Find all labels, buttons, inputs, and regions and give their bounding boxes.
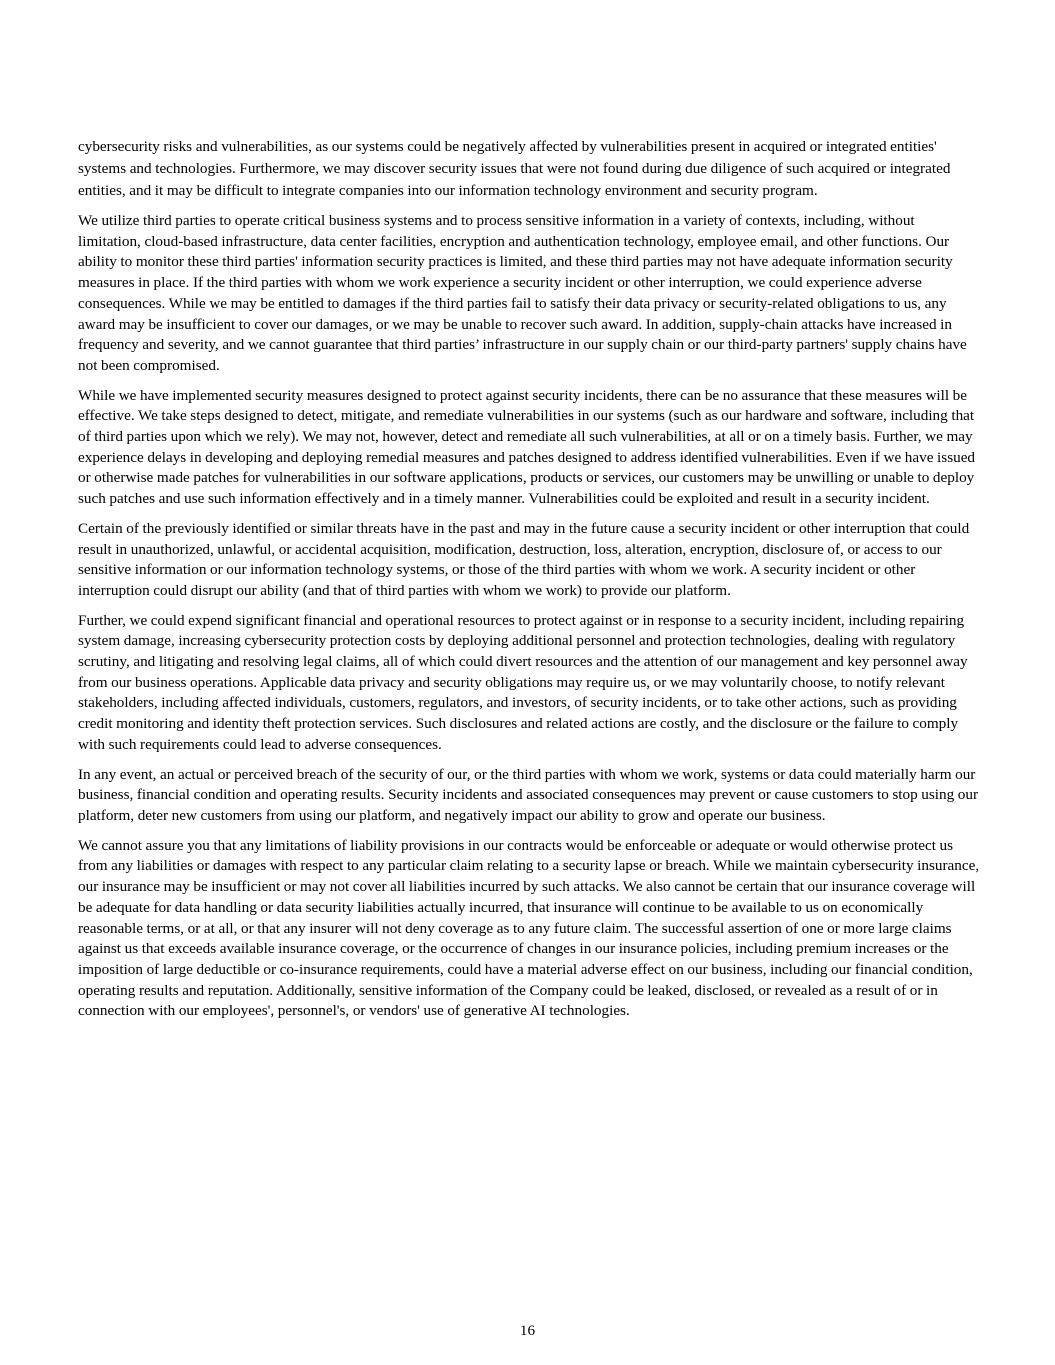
- paragraph-security-measures: While we have implemented security measures designed to protect against security incidents, there can be no assurance that these measures will be effective. We take steps designed to detect, mitigate, and remediate vulnerabilities in our systems (such as our hardware and software, including that of third parties upon which we rely). We may not, however, detect and remediate all such vulnerabilities, at all or on a timely basis. Further, we may experience delays in developing and deploying remedial measures and patches designed to address identified vulnerabilities. Even if we have issued or otherwise made patches for vulnerabilities in our software applications, products or services, our customers may be unwilling or unable to deploy such patches and use such information effectively and in a timely manner. Vulnerabilities could be exploited and result in a security incident.: [78, 386, 976, 508]
- paragraph-breach-impact: In any event, an actual or perceived breach of the security of our, or the third parties with whom we work, systems or data could materially harm our business, financial condition and operating results. Security incidents and associated consequences may prevent or cause customers to stop using our platform, deter new customers from using our platform, and negatively impact our ability to grow and operate our business.: [78, 765, 979, 824]
- page-number: 16: [519, 1322, 536, 1339]
- document-body: [78, 136, 980, 1031]
- paragraph-incident-response-costs: Further, we could expend significant financial and operational resources to protect against or in response to a security incident, including repairing system damage, increasing cybersecurity protection costs by deploying additional personnel and protection technologies, dealing with regulatory scrutiny, and litigating and resolving legal claims, all of which could divert resources and the attention of our management and key personnel away from our business operations. Applicable data privacy and security obligations may require us, or we may voluntarily choose, to notify relevant stakeholders, including affected individuals, customers, regulators, and investors, of security incidents, or to take other actions, such as providing credit monitoring and identity theft protection services. Such disclosures and related actions are costly, and the disclosure or the failure to comply with such requirements could lead to adverse consequences.: [78, 611, 968, 753]
- paragraph-acquisition-risks: cybersecurity risks and vulnerabilities, as our systems could be negatively affected by vulnerabilities present in acquired or integrated entities' systems and technologies. Furthermore, we may discover security issues that were not found during due diligence of such acquired or integrated entities, and it may be difficult to integrate companies into our information technology environment and security program.: [78, 138, 951, 199]
- paragraph-previous-threats: Certain of the previously identified or similar threats have in the past and may in the future cause a security incident or other interruption that could result in unauthorized, unlawful, or accidental acquisition, modification, destruction, loss, alteration, encryption, disclosure of, or access to our sensitive information or our information technology systems, or those of the third parties with whom we work. A security incident or other interruption could disrupt our ability (and that of third parties with whom we work) to provide our platform.: [78, 519, 970, 599]
- paragraph-third-party-systems: We utilize third parties to operate critical business systems and to process sensitive information in a variety of contexts, including, without limitation, cloud-based infrastructure, data center facilities, encryption and authentication technology, employee email, and other functions. Our ability to monitor these third parties' information security practices is limited, and these third parties may not have adequate information security measures in place. If the third parties with whom we work experience a security incident or other interruption, we could experience adverse consequences. While we may be entitled to damages if the third parties fail to satisfy their data privacy or security-related obligations to us, any award may be insufficient to cover our damages, or we may be unable to recover such award. In addition, supply-chain attacks have increased in frequency and severity, and we cannot guarantee that third parties’ infrastructure in our supply chain or our third-party partners' supply chains have not been compromised.: [78, 212, 967, 374]
- paragraph-liability-insurance: We cannot assure you that any limitations of liability provisions in our contracts would be enforceable or adequate or would otherwise protect us from any liabilities or damages with respect to any particular claim relating to a security lapse or breach. While we maintain cybersecurity insurance, our insurance may be insufficient or may not cover all liabilities incurred by such attacks. We also cannot be certain that our insurance coverage will be adequate for data handling or data security liabilities actually incurred, that insurance will continue to be available to us on economically reasonable terms, or at all, or that any insurer will not deny coverage as to any future claim. The successful assertion of one or more large claims against us that exceeds available insurance coverage, or the occurrence of changes in our insurance policies, including premium increases or the imposition of large deductible or co-insurance requirements, could have a material adverse effect on our business, including our financial condition, operating results and reputation. Additionally, sensitive information of the Company could be leaked, disclosed, or revealed as a result of or in connection with our employees', personnel's, or vendors' use of generative AI technologies.: [78, 836, 980, 1020]
